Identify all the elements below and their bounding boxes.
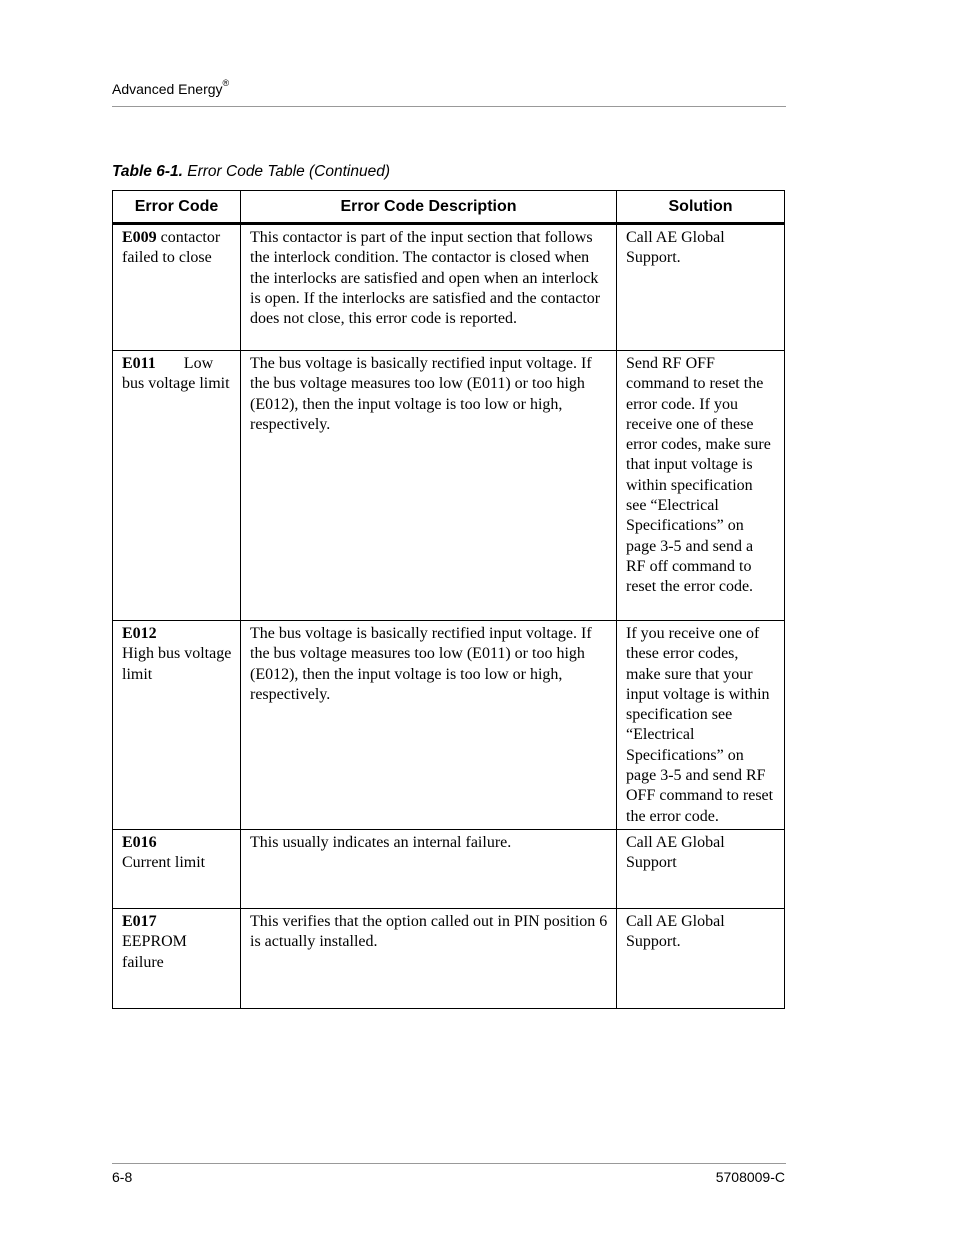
table-row — [113, 909, 785, 1009]
solution-cell: Send RF OFF command to reset the error code. If you receive one of these error codes, make sure that input voltage is within specification see “Electrical Specifications” on page 3-5 and send a RF off command to reset the error code. — [617, 351, 785, 621]
error-name: contactor failed to close — [122, 229, 221, 267]
solution-cell: Call AE Global Support. — [617, 909, 785, 1009]
table-row — [113, 224, 785, 351]
error-code: E009 — [122, 229, 157, 246]
column-header-solution: Solution — [617, 191, 785, 224]
error-name: High bus voltage limit — [122, 645, 232, 683]
error-code-cell — [113, 830, 241, 909]
description-cell: The bus voltage is basically rectified input voltage. If the bus voltage measures too low (E011) or too high (E012), then the input voltage is too low or high, respectively. — [241, 351, 617, 621]
error-code: E011 — [122, 355, 156, 372]
column-header-description: Error Code Description — [241, 191, 617, 224]
error-code-cell — [113, 909, 241, 1009]
document-number: 5708009-C — [715, 1169, 785, 1185]
page-number: 6-8 — [112, 1169, 133, 1185]
error-code: E012 — [122, 625, 157, 642]
header-divider — [112, 106, 786, 107]
registered-mark: ® — [222, 78, 230, 88]
error-code: E017 — [122, 913, 157, 930]
solution-cell: Call AE Global Support. — [617, 224, 785, 351]
error-name: Low bus voltage limit — [122, 355, 230, 393]
column-header-error-code: Error Code — [113, 191, 241, 224]
description-cell: This verifies that the option called out in PIN position 6 is actually installed. — [241, 909, 617, 1009]
table-row — [113, 621, 785, 830]
description-cell: This usually indicates an internal failure. — [241, 830, 617, 909]
error-code-cell — [113, 351, 241, 621]
error-code-cell — [113, 621, 241, 830]
table-row — [113, 830, 785, 909]
solution-cell: Call AE Global Support — [617, 830, 785, 909]
table-number: Table 6-1. — [112, 163, 183, 180]
table-row — [113, 351, 785, 621]
error-code: E016 — [122, 834, 157, 851]
table-header-row — [113, 191, 785, 224]
solution-cell: If you receive one of these error codes, make sure that your input voltage is within specification see “Electrical Specifications” on page 3-5 and send RF OFF command to reset the error code. — [617, 621, 785, 830]
error-name: EEPROM failure — [122, 933, 187, 971]
description-cell: This contactor is part of the input section that follows the interlock condition. The contactor is closed when the interlocks are satisfied and open when an interlock is open. If the interlocks are satisfied and the contactor does not close, this error code is reported. — [241, 224, 617, 351]
footer-divider — [112, 1163, 786, 1164]
error-code-table — [112, 190, 785, 1009]
table-caption — [112, 163, 390, 181]
table-title: Error Code Table (Continued) — [187, 163, 391, 180]
running-header — [112, 78, 230, 97]
description-cell: The bus voltage is basically rectified input voltage. If the bus voltage measures too low (E011) or too high (E012), then the input voltage is too low or high, respectively. — [241, 621, 617, 830]
error-code-cell — [113, 224, 241, 351]
company-name: Advanced Energy — [112, 81, 223, 97]
error-name: Current limit — [122, 854, 206, 872]
